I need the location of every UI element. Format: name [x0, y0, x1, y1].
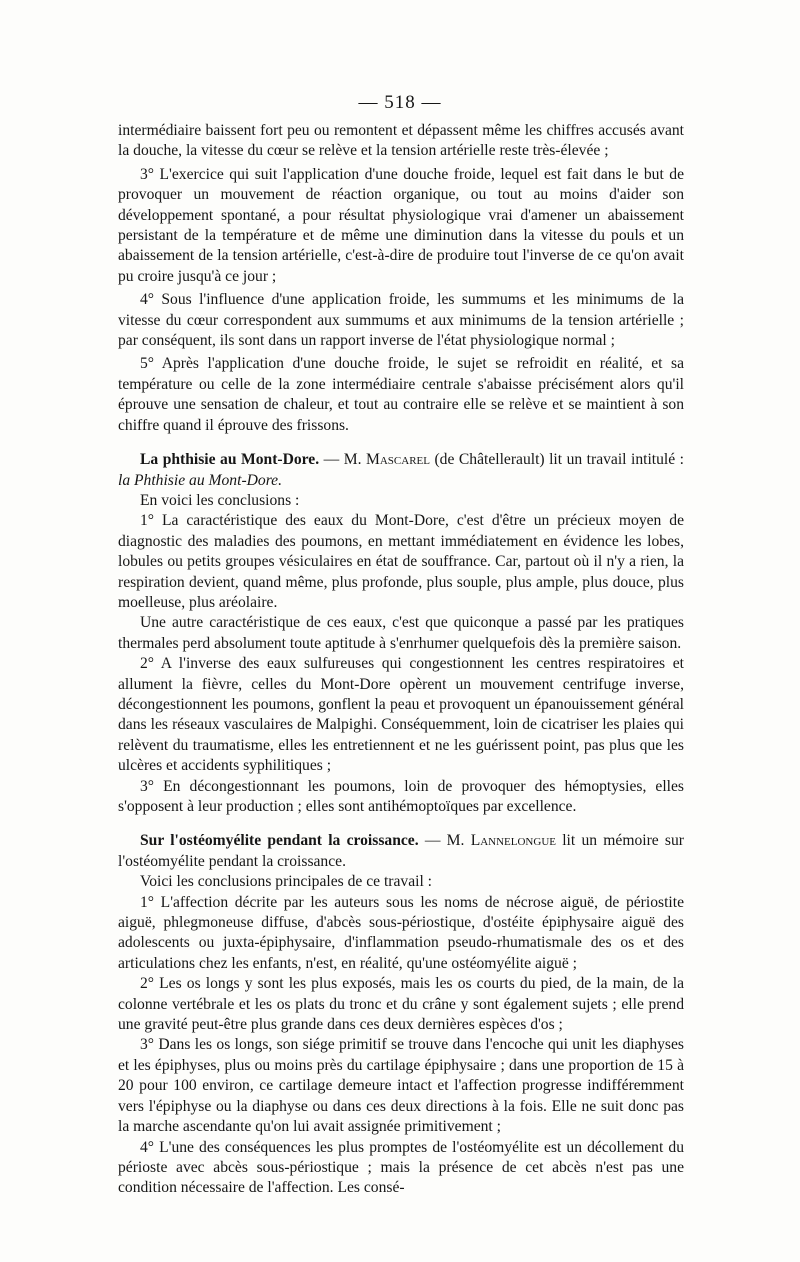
paragraph: 3° En décongestionnant les poumons, loin de provoquer des hémoptysies, elles s'opposent à leur production ; elles sont antihémoptoïques par excellence.: [118, 777, 684, 815]
paragraph: Une autre caractéristique de ces eaux, c'est que quiconque a passé par les pratiques thermales perd absolument toute aptitude à s'enrhumer quelquefois dès la première saison.: [118, 614, 684, 652]
author-name: Mascarel: [365, 451, 430, 469]
paragraph: En voici les conclusions :: [140, 491, 300, 509]
heading-dash: — M.: [319, 451, 366, 469]
section-title: Sur l'ostéomyélite pendant la croissance.: [140, 832, 419, 850]
section-heading: [118, 831, 684, 872]
paragraph: intermédiaire baissent fort peu ou remontent et dépassent même les chiffres accusés avant la douche, la vitesse du cœur se relève et la tension artérielle reste très-élevée ;: [118, 122, 684, 160]
paragraph: 4° L'une des conséquences les plus promptes de l'ostéomyélite est un décollement du périoste avec abcès sous-périostique ; mais la présence de cet abcès n'est pas une condition nécessaire de l'affection. Les consé-: [118, 1138, 684, 1197]
paragraph: 3° L'exercice qui suit l'application d'une douche froide, lequel est fait dans le but de provoquer un mouvement de réaction organique, ou tout au moins d'aider son développement spontané, a pour résultat physiologique vrai d'amener un abaissement persistant de la température et de même une diminution dans la vitesse du pouls et un abaissement de la tension artérielle, c'est-à-dire de produire tout l'inverse de ce qu'on avait pu croire jusqu'à ce jour ;: [118, 165, 684, 285]
paragraph: 1° La caractéristique des eaux du Mont-Dore, c'est d'être un précieux moyen de diagnostic des maladies des poumons, en mettant immédiatement en évidence les lobes, lobules ou petits groupes vésiculaires en état de souffrance. Car, partout où il n'y a rien, la respiration devient, quand même, plus profonde, plus souple, plus ample, plus douce, plus moelleuse, plus aréolaire.: [118, 512, 684, 611]
author-name: Lannelongue: [470, 832, 556, 850]
paragraph: 1° L'affection décrite par les auteurs sous les noms de nécrose aiguë, de périostite aiguë, phlegmoneuse diffuse, d'abcès sous-périostique, d'ostéite épiphysaire aiguë des adolescents ou juxta-épiphysaire, d'inflammation pseudo-rhumatismale des os et des articulations chez les enfants, n'est, en réalité, qu'une ostéomyélite aiguë ;: [118, 893, 684, 972]
heading-dash: — M.: [418, 832, 471, 850]
page-number: — 518 —: [358, 92, 442, 113]
paragraph: 2° Les os longs y sont les plus exposés, mais les os courts du pied, de la main, de la colonne vertébrale et les os plats du tronc et du crâne y sont également sujets ; elle prend une gravité peut-être plus grande dans ces deux dernières espèces d'os ;: [118, 975, 684, 1034]
paragraph: 4° Sous l'influence d'une application froide, les summums et les minimums de la vitesse du cœur correspondent aux summums et aux minimums de la tension artérielle ; par conséquent, ils sont dans un rapport inverse de l'état physiologique normal ;: [118, 291, 684, 350]
section-osteomyelite: [118, 831, 684, 1198]
paragraph: 3° Dans les os longs, son siége primitif se trouve dans l'encoche qui unit les diaphyses et les épiphyses, plus ou moins près du cartilage épiphysaire ; dans une proportion de 15 à 20 pour 100 environ, ce cartilage demeure intact et l'affection progresse indifféremment vers l'épiphyse ou la diaphyse ou dans ces deux directions à la fois. Elle ne suit donc pas la marche ascendante qu'on lui avait assignée primitivement ;: [118, 1036, 684, 1136]
text-column: [118, 121, 684, 1199]
section-title: La phthisie au Mont-Dore.: [140, 451, 320, 469]
section-heading: [118, 450, 684, 491]
paragraph: Voici les conclusions principales de ce travail :: [140, 873, 433, 891]
heading-lead: lit un mémoire sur l'ostéomyélite pendant la croissance.: [118, 832, 684, 870]
section-hydrotherapy-conclusions: [118, 121, 684, 436]
heading-lead: (de Châtellerault) lit un travail intitulé :: [429, 451, 685, 469]
work-title: la Phthisie au Mont-Dore.: [118, 471, 283, 489]
section-phthisie: [118, 450, 684, 817]
paragraph: 5° Après l'application d'une douche froide, le sujet se refroidit en réalité, et sa température ou celle de la zone intermédiaire centrale s'abaisse précisément alors qu'il éprouve une sensation de chaleur, et tout au contraire elle se relève et se maintient à son chiffre quand il éprouve des frissons.: [118, 355, 684, 434]
paragraph: 2° A l'inverse des eaux sulfureuses qui congestionnent les centres respiratoires et allument la fièvre, celles du Mont-Dore opèrent un mouvement centrifuge inverse, décongestionnent les poumons, gonflent la peau et provoquent un épanouissement général dans les réseaux vasculaires de Malpighi. Conséquemment, loin de cicatriser les plaies qui relèvent du traumatisme, elles les entretiennent et ne les guérissent point, pas plus que les ulcères et accidents syphilitiques ;: [118, 655, 684, 775]
